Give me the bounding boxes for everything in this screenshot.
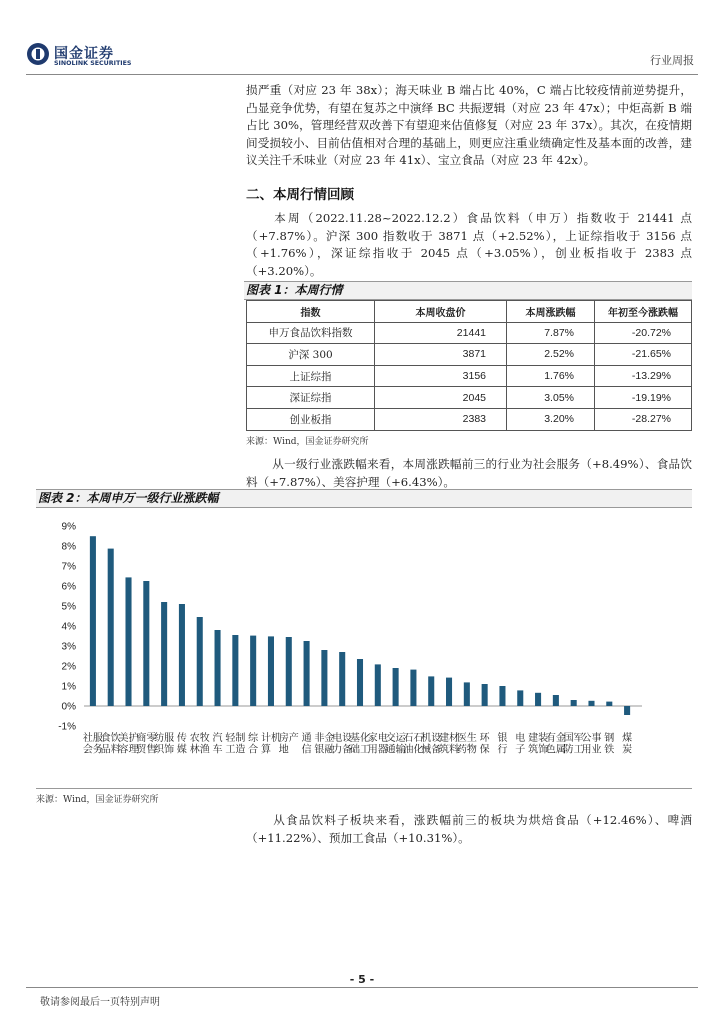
y-tick-label: 3% <box>61 641 76 653</box>
paragraph-text: 从一级行业涨跌幅来看，本周涨跌幅前三的行业为社会服务（+8.49%）、食品饮料（+7.87%）、美容护理（+6.43%）。 <box>246 457 692 489</box>
svg-text:银: 银 <box>314 744 325 756</box>
paragraph-text: 损严重（对应 23 年 38x）；海天味业 B 端占比 40%，C 端占比较疫情前逆势提升，凸显竞争优势，有望在复苏之中演绎 BC 共振逻辑（对应 23 年 47x）；中炬高新 B 端占比 30%，管理经营双改善下有望迎来估值修复（对应 23 年 37x）。其次，在疫情期间受损较小、目前估值相对合理的基础上，则更应注重业绩确定性及基本面的改善，建议关注千禾味业（对应 23 年 41x）、宝立食品（对应 23 年 42x）。 <box>246 83 692 168</box>
svg-text:家: 家 <box>367 733 378 744</box>
x-tick-label <box>302 732 312 756</box>
bar <box>571 700 577 706</box>
svg-text:零: 零 <box>146 733 157 744</box>
svg-text:材: 材 <box>449 733 460 744</box>
svg-text:商: 商 <box>136 733 147 744</box>
svg-text:工: 工 <box>360 744 370 756</box>
y-tick-label: 2% <box>61 661 76 673</box>
paragraph-valuation <box>246 82 692 170</box>
svg-text:色: 色 <box>545 744 556 756</box>
figure2-source: 来源：Wind，国金证券研究所 <box>36 795 159 805</box>
svg-text:石: 石 <box>403 733 414 744</box>
svg-text:纺: 纺 <box>154 733 165 744</box>
table-header-cell: 指数 <box>247 301 375 323</box>
y-tick-label: 0% <box>61 701 76 713</box>
x-tick-label <box>279 731 299 756</box>
x-tick-label <box>480 732 491 756</box>
svg-text:输: 输 <box>395 744 406 756</box>
logo-english-name: SINOLINK SECURITIES <box>54 60 132 67</box>
table-cell: 21441 <box>375 322 507 344</box>
svg-text:护: 护 <box>128 733 139 744</box>
svg-text:牧: 牧 <box>199 733 210 744</box>
svg-text:环: 环 <box>479 733 490 744</box>
y-tick-label: 8% <box>61 541 76 553</box>
x-tick-label <box>154 731 174 756</box>
bar <box>499 686 505 706</box>
svg-text:用: 用 <box>581 744 592 756</box>
svg-text:银: 银 <box>497 733 508 744</box>
section-title: 二、本周行情回顾 <box>246 187 354 203</box>
svg-text:筑: 筑 <box>439 744 450 756</box>
svg-text:化: 化 <box>413 744 424 756</box>
svg-text:军: 军 <box>573 733 584 744</box>
x-tick-label <box>604 731 614 756</box>
table-header-cell: 本周涨跌幅 <box>507 301 595 323</box>
bar <box>446 678 452 706</box>
x-tick-label <box>515 731 525 756</box>
bar <box>517 690 523 706</box>
bar <box>197 617 203 706</box>
svg-text:金: 金 <box>555 733 566 744</box>
svg-text:料: 料 <box>110 744 121 756</box>
paragraph-weekly-market <box>246 210 692 280</box>
svg-text:电: 电 <box>377 733 388 744</box>
svg-text:通: 通 <box>301 733 312 744</box>
svg-text:钢: 钢 <box>604 733 615 744</box>
bar <box>125 577 131 706</box>
svg-text:车: 车 <box>212 744 223 756</box>
svg-text:设: 设 <box>431 733 442 744</box>
paragraph-text: 从食品饮料子板块来看，涨跌幅前三的板块为烘焙食品（+12.46%）、啤酒（+11.22%）、预加工食品（+10.31%）。 <box>246 813 692 845</box>
bar <box>215 630 221 706</box>
bar <box>588 701 594 706</box>
x-tick-label <box>497 731 507 756</box>
svg-text:础: 础 <box>350 744 360 756</box>
figure2-title: 图表 2：本周申万一级行业涨跌幅 <box>36 489 692 508</box>
footer-disclaimer: 敬请参阅最后一页特别声明 <box>40 997 160 1008</box>
svg-text:保: 保 <box>479 744 490 756</box>
svg-text:事: 事 <box>591 733 602 744</box>
bar <box>393 668 399 706</box>
y-tick-label: 6% <box>61 581 76 593</box>
bar <box>304 641 310 706</box>
table-cell: 3.20% <box>507 408 595 430</box>
x-tick-label <box>622 731 632 756</box>
y-tick-label: 5% <box>61 601 76 613</box>
svg-text:备: 备 <box>342 744 353 756</box>
svg-text:设: 设 <box>342 733 353 744</box>
svg-text:械: 械 <box>421 744 432 756</box>
svg-text:融: 融 <box>324 744 335 756</box>
svg-text:理: 理 <box>128 744 139 756</box>
svg-text:品: 品 <box>100 744 111 756</box>
bar <box>482 684 488 706</box>
svg-text:物: 物 <box>466 744 477 756</box>
svg-text:料: 料 <box>449 744 460 756</box>
svg-text:汽: 汽 <box>212 733 223 744</box>
svg-text:务: 务 <box>92 744 103 756</box>
svg-text:传: 传 <box>176 733 187 744</box>
svg-text:基: 基 <box>350 733 360 744</box>
svg-text:房: 房 <box>278 733 289 744</box>
paragraph-industry-ranking <box>246 456 692 491</box>
table-cell: 申万食品饮料指数 <box>247 322 375 344</box>
x-tick-label <box>457 731 477 756</box>
svg-text:地: 地 <box>278 744 289 756</box>
bar <box>535 693 541 706</box>
svg-text:产: 产 <box>288 733 299 744</box>
table-cell: 沪深 300 <box>247 344 375 366</box>
bar <box>286 637 292 706</box>
svg-text:筑: 筑 <box>528 744 539 756</box>
svg-text:机: 机 <box>270 733 281 744</box>
svg-text:林: 林 <box>189 744 200 756</box>
svg-text:油: 油 <box>403 744 414 756</box>
svg-text:生: 生 <box>466 733 477 744</box>
svg-text:金: 金 <box>324 733 335 744</box>
svg-text:防: 防 <box>563 744 574 756</box>
x-tick-label <box>581 731 601 756</box>
svg-text:饰: 饰 <box>164 744 175 756</box>
svg-text:建: 建 <box>528 733 539 744</box>
svg-text:器: 器 <box>377 744 388 756</box>
svg-text:国: 国 <box>563 733 574 744</box>
table-cell: -20.72% <box>595 322 692 344</box>
svg-text:社: 社 <box>82 733 93 744</box>
x-tick-label <box>190 731 210 756</box>
svg-text:贸: 贸 <box>136 744 147 756</box>
svg-text:服: 服 <box>164 733 175 744</box>
y-tick-label: -1% <box>58 721 76 733</box>
y-tick-label: 7% <box>61 561 76 573</box>
svg-text:会: 会 <box>82 744 93 756</box>
table-cell: 7.87% <box>507 322 595 344</box>
table-cell: -21.65% <box>595 344 692 366</box>
header-divider <box>26 74 698 75</box>
svg-text:石: 石 <box>413 733 424 744</box>
table-cell: 深证综指 <box>247 387 375 409</box>
table-cell: -28.27% <box>595 408 692 430</box>
industry-bar-chart <box>36 512 692 784</box>
svg-text:轻: 轻 <box>225 733 236 744</box>
svg-text:公: 公 <box>581 733 592 744</box>
x-tick-label <box>248 731 259 756</box>
svg-text:算: 算 <box>260 744 271 756</box>
bar <box>268 636 274 706</box>
svg-text:容: 容 <box>118 744 129 756</box>
table-cell: 2045 <box>375 387 507 409</box>
svg-text:煤: 煤 <box>622 733 633 744</box>
svg-text:有: 有 <box>545 733 556 744</box>
svg-text:渔: 渔 <box>199 744 210 756</box>
company-logo <box>26 42 136 70</box>
table-row <box>247 322 692 344</box>
svg-text:非: 非 <box>314 733 325 744</box>
svg-text:药: 药 <box>456 744 467 756</box>
table-row <box>247 408 692 430</box>
footer-divider <box>26 987 698 988</box>
svg-text:炭: 炭 <box>622 744 633 756</box>
svg-text:综: 综 <box>248 733 259 744</box>
svg-text:制: 制 <box>235 733 246 744</box>
svg-text:合: 合 <box>248 744 259 756</box>
bar <box>108 549 114 706</box>
figure1-source: 来源：Wind，国金证券研究所 <box>246 437 369 447</box>
page-number: - 5 - <box>349 973 375 986</box>
table-cell: 2383 <box>375 408 507 430</box>
report-type: 行业周报 <box>650 54 694 67</box>
svg-text:售: 售 <box>146 744 157 756</box>
svg-text:化: 化 <box>360 733 370 744</box>
x-tick-label <box>177 731 187 756</box>
bar <box>232 635 238 706</box>
svg-text:属: 属 <box>555 744 566 756</box>
table-header-cell: 年初至今涨跌幅 <box>595 301 692 323</box>
svg-text:铁: 铁 <box>604 744 615 756</box>
svg-text:饰: 饰 <box>538 744 549 756</box>
y-tick-label: 1% <box>61 681 76 693</box>
table-row <box>247 365 692 387</box>
market-table <box>246 300 692 431</box>
svg-text:用: 用 <box>367 744 378 756</box>
svg-text:织: 织 <box>154 744 165 756</box>
svg-text:电: 电 <box>332 733 343 744</box>
table-row <box>247 344 692 366</box>
svg-text:食: 食 <box>100 733 111 744</box>
table-header-row <box>247 301 692 323</box>
table-cell: 3871 <box>375 344 507 366</box>
bar <box>553 695 559 706</box>
svg-text:计: 计 <box>260 733 271 744</box>
svg-text:造: 造 <box>235 744 246 756</box>
figure2-divider <box>36 788 692 789</box>
bar <box>339 652 345 706</box>
svg-text:工: 工 <box>573 744 584 756</box>
svg-text:建: 建 <box>439 733 450 744</box>
table-cell: -19.19% <box>595 387 692 409</box>
svg-text:运: 运 <box>395 733 406 744</box>
svg-text:子: 子 <box>515 744 526 756</box>
svg-text:装: 装 <box>538 733 549 744</box>
svg-text:机: 机 <box>421 733 432 744</box>
y-tick-label: 4% <box>61 621 76 633</box>
bar <box>606 702 612 706</box>
table-cell: -13.29% <box>595 365 692 387</box>
paragraph-text: 本周（2022.11.28~2022.12.2）食品饮料（申万）指数收于 21441 点（+7.87%）。沪深 300 指数收于 3871 点（+2.52%），上证综指收于 3156 点（+1.76%），深证综指收于 2045 点（+3.05%），创业板指收于 2383 点（+3.20%）。 <box>246 211 692 278</box>
table-cell: 3156 <box>375 365 507 387</box>
bar <box>375 664 381 706</box>
figure1-title: 图表 1：本周行情 <box>244 281 692 300</box>
paragraph-subsector-ranking <box>246 812 692 847</box>
logo-chinese-name: 国金证券 <box>54 46 114 62</box>
bar <box>624 706 630 715</box>
svg-text:医: 医 <box>456 733 467 744</box>
bar <box>464 682 470 706</box>
svg-text:行: 行 <box>497 744 508 756</box>
svg-text:美: 美 <box>118 733 129 744</box>
bar <box>90 536 96 706</box>
sinolink-logo-icon <box>26 42 50 66</box>
bar <box>143 581 149 706</box>
svg-text:备: 备 <box>431 744 442 756</box>
table-header-cell: 本周收盘价 <box>375 301 507 323</box>
bar <box>357 659 363 706</box>
svg-text:业: 业 <box>591 744 602 756</box>
svg-text:饮: 饮 <box>110 733 121 744</box>
svg-text:工: 工 <box>225 744 236 756</box>
table-row <box>247 387 692 409</box>
table-cell: 创业板指 <box>247 408 375 430</box>
bar <box>410 670 416 706</box>
bar <box>321 650 327 706</box>
y-tick-label: 9% <box>61 521 76 533</box>
svg-text:服: 服 <box>92 733 103 744</box>
svg-text:农: 农 <box>189 733 200 744</box>
bar <box>428 676 434 706</box>
svg-text:信: 信 <box>301 744 312 756</box>
bar <box>161 602 167 706</box>
bar <box>250 636 256 706</box>
bar <box>179 604 185 706</box>
table-cell: 2.52% <box>507 344 595 366</box>
table-cell: 上证综指 <box>247 365 375 387</box>
table-cell: 3.05% <box>507 387 595 409</box>
x-tick-label <box>213 732 223 756</box>
svg-text:通: 通 <box>385 744 396 756</box>
svg-text:电: 电 <box>515 733 526 744</box>
svg-text:媒: 媒 <box>176 744 187 756</box>
svg-text:交: 交 <box>385 733 396 744</box>
x-tick-label <box>225 731 245 756</box>
table-cell: 1.76% <box>507 365 595 387</box>
svg-text:力: 力 <box>332 744 343 756</box>
